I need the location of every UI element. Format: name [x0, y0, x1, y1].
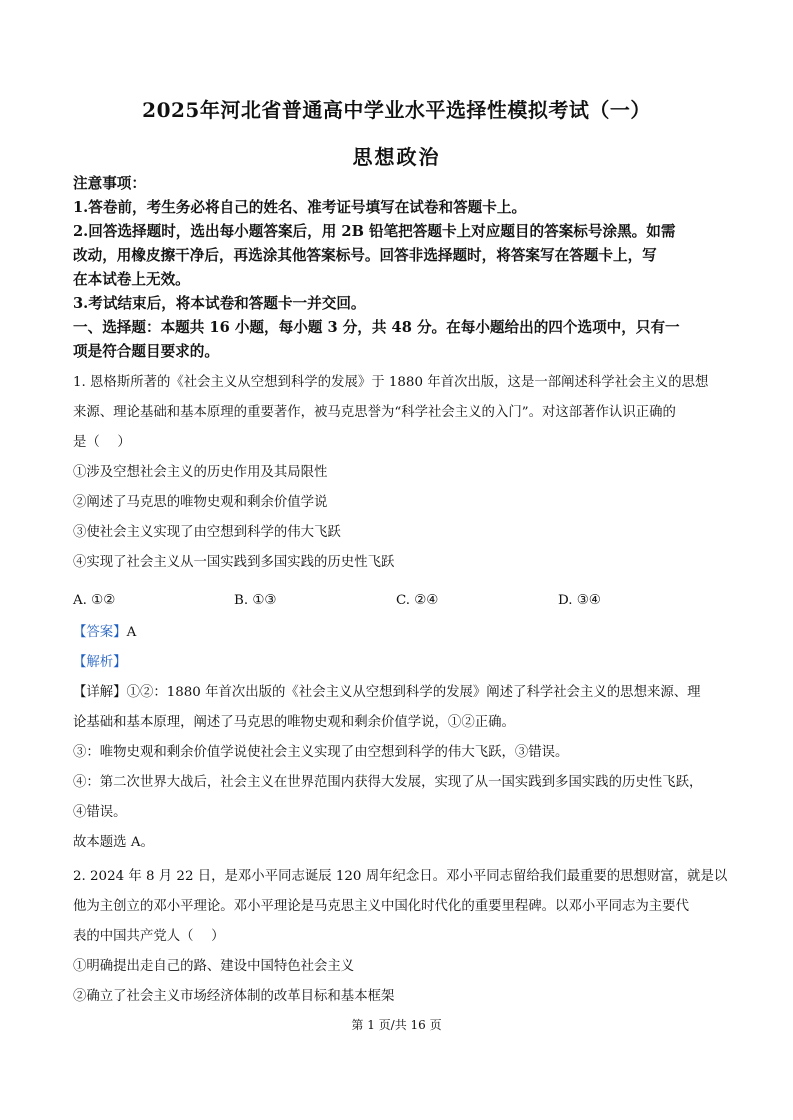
- detail-text: ①②：1880 年首次出版的《社会主义从空想到科学的发展》阐述了科学社会主义的思想来源、理: [126, 685, 701, 700]
- statement: ②阐述了马克思的唯物史观和剩余价值学说: [73, 495, 328, 510]
- question-stem: 1. 恩格斯所著的《社会主义从空想到科学的发展》于 1880 年首次出版，这是一部阐述科学社会主义的思想: [73, 375, 709, 390]
- notice-line: 1.答卷前，考生务必将自己的姓名、准考证号填写在试卷和答题卡上。: [73, 199, 527, 216]
- detail-line: ④错误。: [73, 805, 127, 820]
- question-stem: 是（ ）: [73, 435, 131, 450]
- question-1: [73, 368, 723, 578]
- option-a: A. ①②: [73, 593, 116, 608]
- notice-line: 2.回答选择题时，选出每小题答案后，用 2B 铅笔把答题卡上对应题目的答案标号涂黑。如需: [73, 223, 676, 240]
- option-d: D. ③④: [558, 593, 601, 608]
- statement: ①涉及空想社会主义的历史作用及其局限性: [73, 465, 328, 480]
- detail-tag: 【详解】: [73, 685, 127, 700]
- detail-line: 故本题选 A。: [73, 835, 154, 850]
- analysis-line: [73, 648, 723, 678]
- statement: ④实现了社会主义从一国实践到多国实践的历史性飞跃: [73, 555, 395, 570]
- answer-tag: 【答案】: [73, 625, 127, 640]
- statement: ②确立了社会主义市场经济体制的改革目标和基本框架: [73, 989, 395, 1004]
- question-2: [73, 862, 728, 1012]
- analysis-tag: 【解析】: [73, 655, 127, 670]
- exam-title: 2025年河北省普通高中学业水平选择性模拟考试（一）: [142, 98, 651, 122]
- question-stem: 表的中国共产党人（ ）: [73, 929, 225, 944]
- notice-line: 改动，用橡皮擦干净后，再选涂其他答案标号。回答非选择题时，将答案写在答题卡上，写: [73, 247, 657, 264]
- statement: ③使社会主义实现了由空想到科学的伟大飞跃: [73, 525, 341, 540]
- option-b: B. ①③: [234, 593, 277, 608]
- detail-line: [73, 678, 723, 708]
- answer-value: A: [126, 625, 137, 640]
- notice-line: 3.考试结束后，将本试卷和答题卡一并交回。: [73, 295, 366, 312]
- notice-heading: 注意事项：: [73, 175, 146, 192]
- option-c: C. ②④: [396, 593, 439, 608]
- question-stem: 他为主创立的邓小平理论。邓小平理论是马克思主义中国化时代化的重要里程碑。以邓小平同志为主要代: [73, 899, 689, 914]
- detail-line: 论基础和基本原理，阐述了马克思的唯物史观和剩余价值学说，①②正确。: [73, 715, 515, 730]
- statement: ①明确提出走自己的路、建设中国特色社会主义: [73, 959, 355, 974]
- section-line: 一、选择题：本题共 16 小题，每小题 3 分，共 48 分。在每小题给出的四个选项中，只有一: [73, 319, 680, 336]
- answer-line: [73, 618, 723, 648]
- section-heading: [73, 316, 723, 364]
- answer-analysis: [73, 618, 723, 858]
- detail-line: ③：唯物史观和剩余价值学说使社会主义实现了由空想到科学的伟大飞跃，③错误。: [73, 745, 569, 760]
- question-stem: 2. 2024 年 8 月 22 日，是邓小平同志诞辰 120 周年纪念日。邓小平同志留给我们最重要的思想财富，就是以: [73, 869, 728, 884]
- question-stem: 来源、理论基础和基本原理的重要著作，被马克思誉为“科学社会主义的入门”。对这部著作认识正确的: [73, 405, 676, 420]
- page-footer: 第 1 页/共 16 页: [351, 1018, 442, 1032]
- notice-block: [73, 172, 723, 316]
- section-line: 项是符合题目要求的。: [73, 343, 219, 360]
- notice-line: 在本试卷上无效。: [73, 271, 190, 288]
- exam-subject: 思想政治: [352, 145, 441, 169]
- detail-line: ④：第二次世界大战后，社会主义在世界范围内获得大发展，实现了从一国实践到多国实践的历史性飞跃，: [73, 775, 703, 790]
